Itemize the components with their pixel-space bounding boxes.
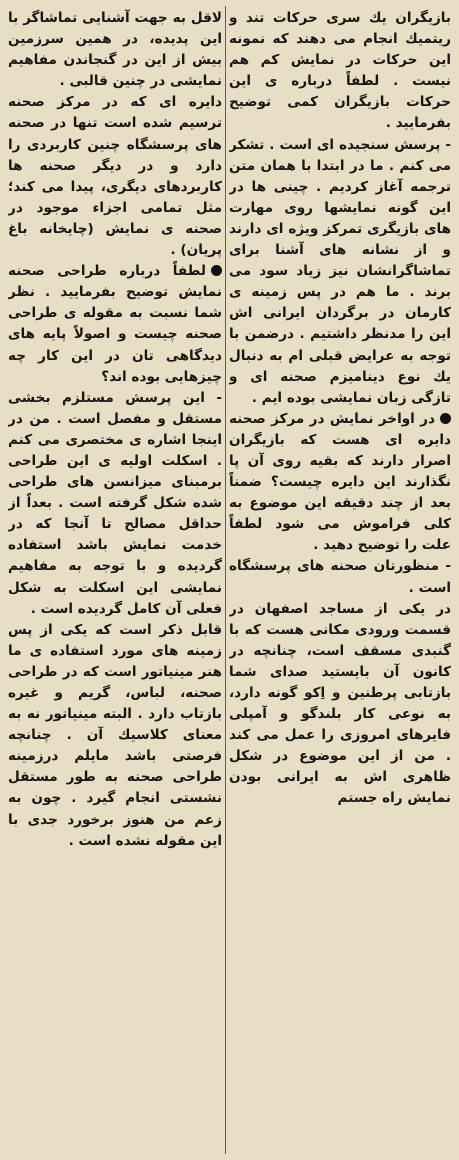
column-divider — [225, 6, 226, 1154]
question-text: در اواخر نمایش در مرکز صحنه دایره ای هست که بازیگران اصرار دارند که بقیه روی آن پا نگذارند این دایره چیست؟ ضمناً بعد از چند دقیقه این موضوع به کلی فراموش می شود لطفاً علت را توضیح دهید . — [229, 410, 451, 554]
body-paragraph: در یکی از مساجد اصفهان در قسمت ورودی مکانی هست که با گنبدی مسقف است، چنانچه در کانون آن بایستید صدای شما بازتابی پرطنین و اِکو گونه دارد، به نوعی کار بلندگو و آمپلی فایرهای امروزی را عمل می کند . من از این موضوع در شکل ظاهری اش به ایرانی بودن نمایش راه جستم — [229, 600, 451, 807]
question-paragraph — [229, 409, 451, 557]
body-paragraph: دایره ای که در مرکز صحنه ترسیم شده است تنها در صحنه های پرسشگاه چنین کاربردی را دارد و در دیگر صحنه ها کاربردهای دیگری، پیدا می کند؛ مثل تمامی اجزاء موجود در صحنه ی نمایش (چایخانه باغ پریان) . — [8, 94, 222, 259]
answer-paragraph: - این پرسش مستلزم بخشی مستقل و مفصل است . من در اینجا اشاره ی مختصری می کنم . اسکلت اولیه ی این طراحی برمبنای میزانسن های طراحی شده شکل گرفته است . بعداً از حداقل مصالح تا آنجا که در خدمت نمایش باشد استفاده گردیده و با توجه به مفاهیم نمایشی این اسکلت به شکل فعلی آن کامل گردیده است . — [8, 389, 222, 617]
right-column — [229, 8, 451, 1154]
question-paragraph — [8, 261, 222, 388]
bullet-icon — [440, 413, 451, 424]
question-text: لطفاً درباره طراحی صحنه نمایش توضیح بفرمایید . نظر شما نسبت به مقوله ی طراحی صحنه چیست و اصولاً پایه های دیدگاهی تان در این کار چه چیزهایی بوده اند؟ — [8, 263, 222, 385]
answer-paragraph: - پرسش سنجیده ای است . تشکر می کنم . ما در ابتدا با همان متن ترجمه آغاز کردیم . چینی ها در این گونه نمایشها روی مهارت های بازیگری تمرکز ویژه ای دارند و از نشانه های آشنا برای تماشاگرانشان نیز زیاد سود می برند . ما هم در پس زمینه ی کارمان در برگردان ایرانی اش این را مدنظر داشتیم . درضمن با توجه به عرایض قبلی ام به دنبال یك نوع دینامیزم صحنه ای و تازگی زبان نمایشی بوده ایم . — [229, 136, 451, 406]
body-paragraph: لاقل به جهت آشنایی تماشاگر با این پدیده، در همین سرزمین بیش از این در گنجاندن مفاهیم نمایشی در چنین قالبی . — [8, 10, 222, 90]
question-paragraph: بازیگران یك سری حركات تند و ریتمیك انجام می دهند كه نمونه این حركات در نمایش كم هم نیست . لطفاً درباره ی این حركات بازیگران كمی توضیح بفرمایید . — [229, 10, 451, 132]
body-paragraph: قابل ذکر است که یکی از پس زمینه های مورد استفاده ی ما هنر مینیاتور است که در طراحی صحنه، لباس، گریم و غیره بازتاب دارد . البته مینیاتور نه به معنای کلاسیك آن . چنانچه فرصتی باشد مایلم درزمینه طراحی صحنه به طور مستقل نشستی انجام گیرد . چون به زعم من هنوز برخورد جدی با این مقوله نشده است . — [8, 621, 222, 849]
bullet-icon — [211, 265, 222, 276]
left-column — [8, 8, 222, 1154]
answer-paragraph: - منظورتان صحنه های پرسشگاه است . — [229, 558, 451, 596]
